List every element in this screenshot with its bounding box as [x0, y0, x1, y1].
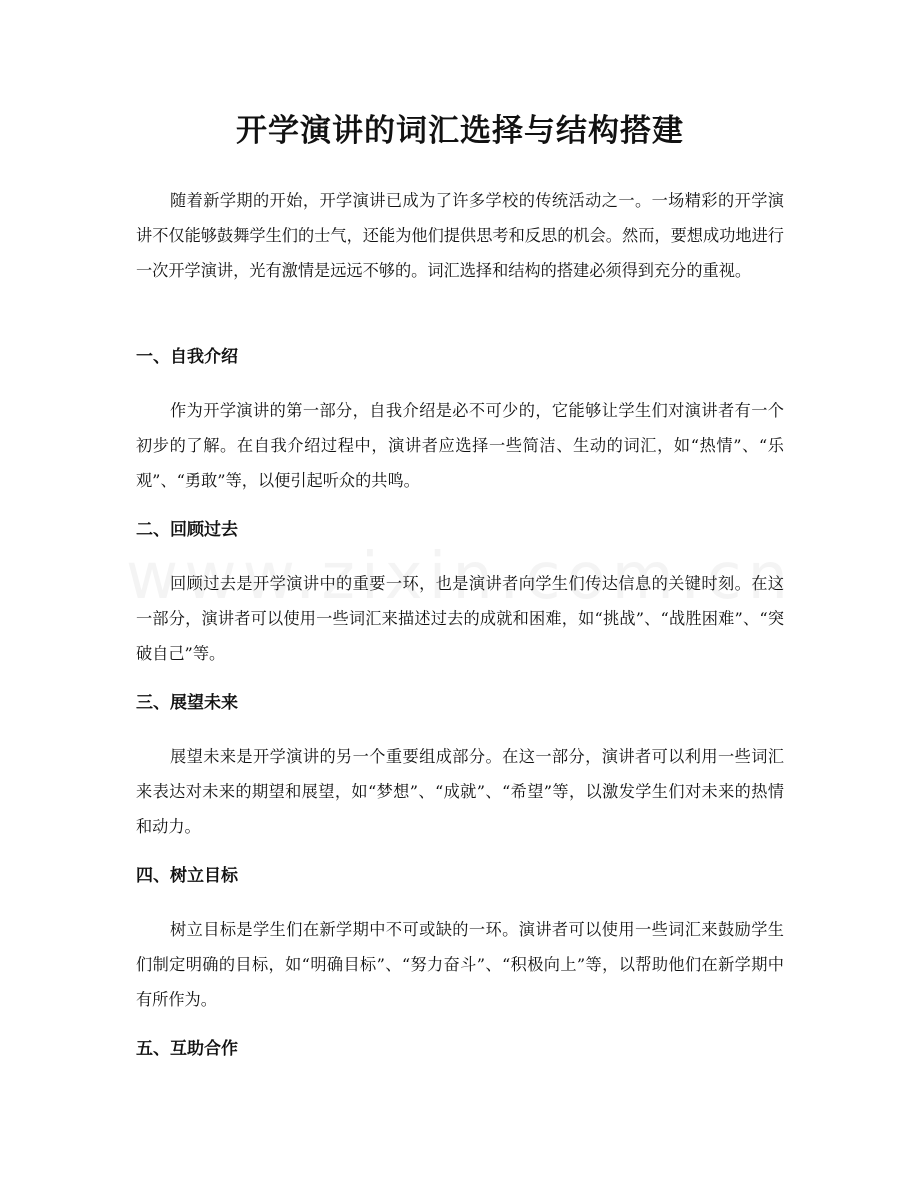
section-heading-set-goals: 四、树立目标	[136, 866, 238, 886]
section-heading-cooperation: 五、互助合作	[136, 1039, 238, 1059]
section-heading-self-intro: 一、自我介绍	[136, 347, 238, 367]
document-title: 开学演讲的词汇选择与结构搭建	[236, 113, 684, 149]
intro-paragraph: 随着新学期的开始，开学演讲已成为了许多学校的传统活动之一。一场精彩的开学演讲不仅能够鼓舞学生们的士气，还能为他们提供思考和反思的机会。然而，要想成功地进行一次开学演讲，光有激情是远远不够的。词汇选择和结构的搭建必须得到充分的重视。	[136, 191, 784, 280]
section-body-set-goals: 树立目标是学生们在新学期中不可或缺的一环。演讲者可以使用一些词汇来鼓励学生们制定明确的目标，如“明确目标”、“努力奋斗”、“积极向上”等，以帮助他们在新学期中有所作为。	[136, 920, 784, 1009]
section-body-self-intro: 作为开学演讲的第一部分，自我介绍是必不可少的，它能够让学生们对演讲者有一个初步的了解。在自我介绍过程中，演讲者应选择一些简洁、生动的词汇，如“热情”、“乐观”、“勇敢”等，以便引起听众的共鸣。	[136, 401, 784, 490]
section-body-review-past: 回顾过去是开学演讲中的重要一环，也是演讲者向学生们传达信息的关键时刻。在这一部分，演讲者可以使用一些词汇来描述过去的成就和困难，如“挑战”、“战胜困难”、“突破自己”等。	[136, 574, 784, 663]
section-heading-look-forward: 三、展望未来	[136, 693, 238, 713]
section-heading-review-past: 二、回顾过去	[136, 520, 238, 540]
section-body-look-forward: 展望未来是开学演讲的另一个重要组成部分。在这一部分，演讲者可以利用一些词汇来表达对未来的期望和展望，如“梦想”、“成就”、“希望”等，以激发学生们对未来的热情和动力。	[136, 747, 784, 836]
